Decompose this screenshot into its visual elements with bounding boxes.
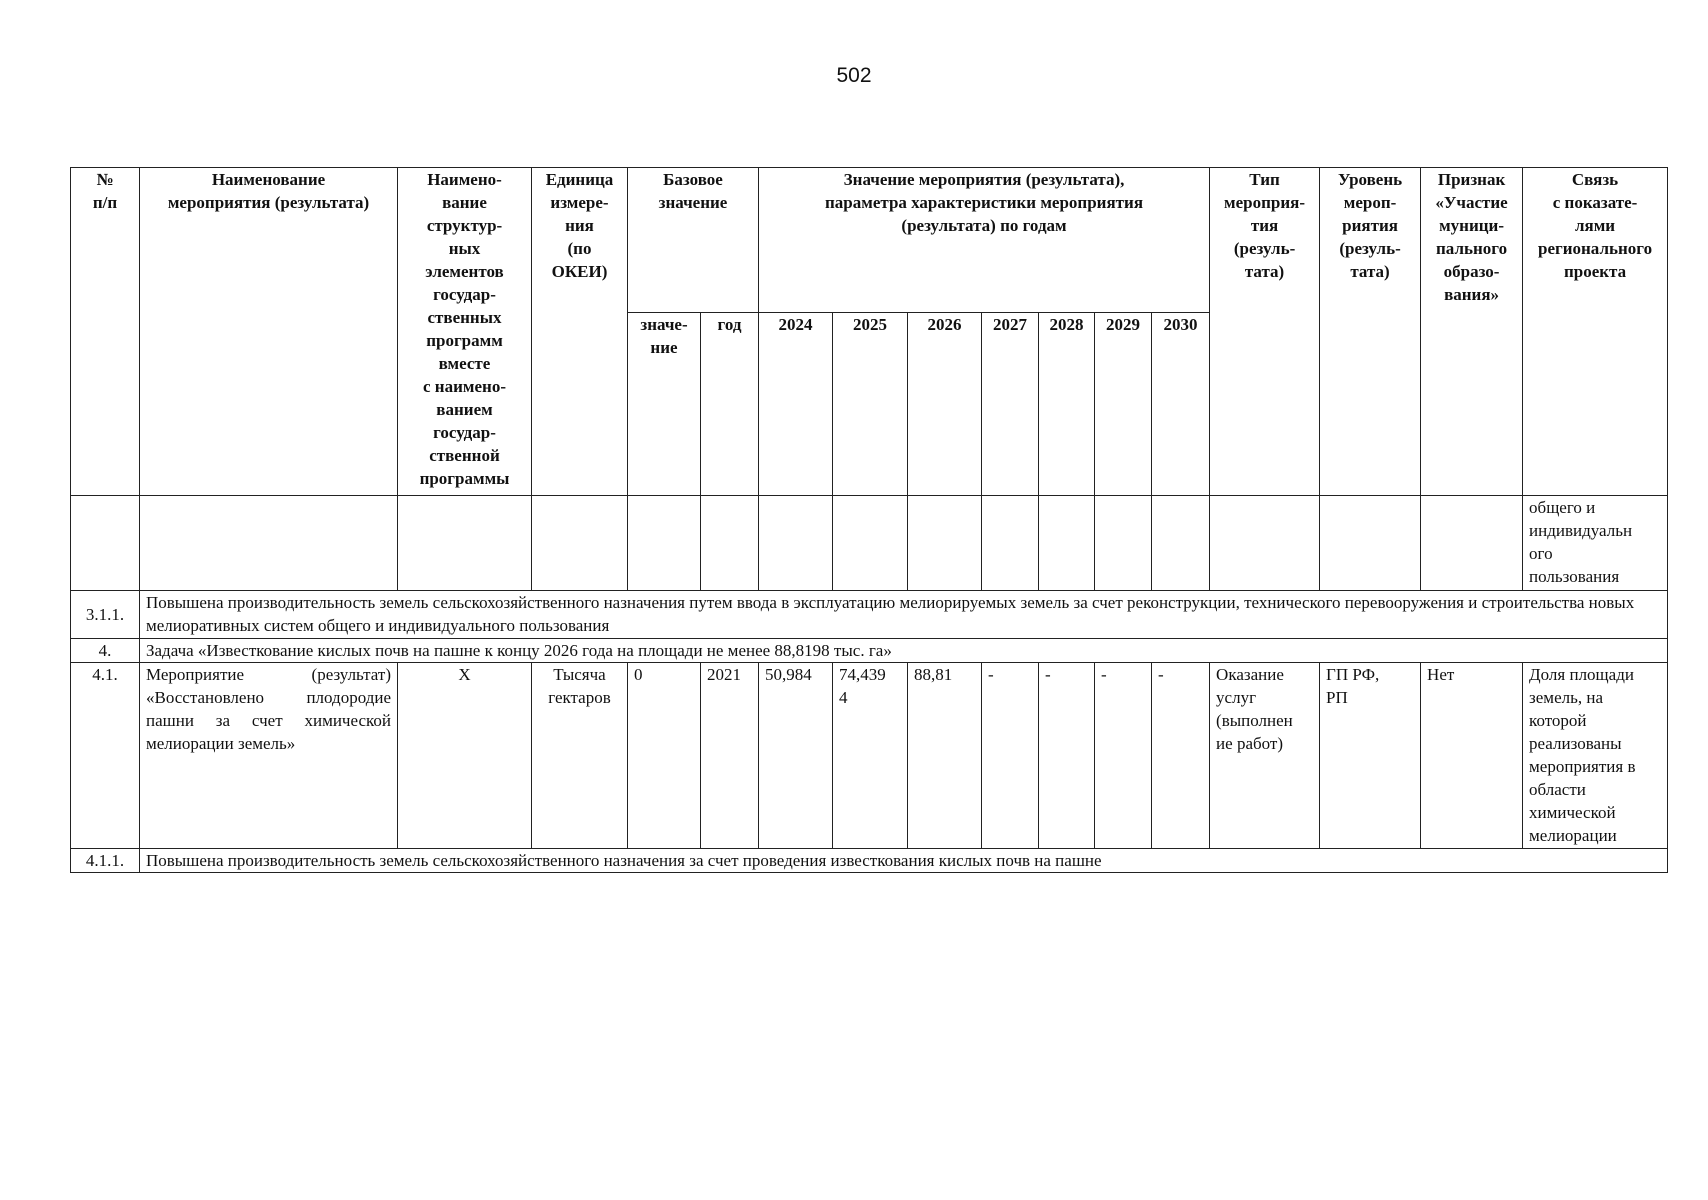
measure-level: ГП РФ, РП <box>1320 663 1421 849</box>
page-number: 502 <box>836 64 872 87</box>
header-base-year: год <box>701 313 759 496</box>
header-year-2025: 2025 <box>833 313 908 496</box>
header-type: Тип мероприя- тия (резуль- тата) <box>1210 168 1320 496</box>
value-2030: - <box>1152 663 1210 849</box>
results-table <box>70 167 1668 873</box>
empty-cell <box>1039 496 1095 591</box>
row-number: 4. <box>71 639 140 663</box>
empty-cell <box>1095 496 1152 591</box>
empty-cell <box>398 496 532 591</box>
unit-value: Тысяча гектаров <box>532 663 628 849</box>
empty-cell <box>140 496 398 591</box>
empty-cell <box>532 496 628 591</box>
empty-cell <box>982 496 1039 591</box>
header-name: Наименование мероприятия (результата) <box>140 168 398 496</box>
measure-type: Оказание услуг (выполнен ие работ) <box>1210 663 1320 849</box>
value-2027: - <box>982 663 1039 849</box>
header-link: Связь с показате- лями регионального проекта <box>1523 168 1668 496</box>
empty-cell <box>1421 496 1523 591</box>
continuation-link: общего и индивидуальн ого пользования <box>1523 496 1668 591</box>
header-values: Значение мероприятия (результата), параметра характеристики мероприятия (результата) по годам <box>759 168 1210 313</box>
header-year-2024: 2024 <box>759 313 833 496</box>
indicator-link: Доля площади земель, на которой реализованы мероприятия в области химической мелиорации <box>1523 663 1668 849</box>
empty-cell <box>701 496 759 591</box>
header-struct: Наимено- вание структур- ных элементов государ- ственных программ вместе с наимено- ванием государ- ственной программы <box>398 168 532 496</box>
empty-cell <box>1210 496 1320 591</box>
row-number: 4.1.1. <box>71 849 140 873</box>
value-2025: 74,439 4 <box>833 663 908 849</box>
value-2024: 50,984 <box>759 663 833 849</box>
empty-cell <box>759 496 833 591</box>
header-unit: Единица измере- ния (по ОКЕИ) <box>532 168 628 496</box>
header-base: Базовое значение <box>628 168 759 313</box>
header-year-2030: 2030 <box>1152 313 1210 496</box>
row-3-1-1 <box>71 591 1668 639</box>
row-text: Повышена производительность земель сельскохозяйственного назначения путем ввода в эксплуатацию мелиорируемых земель за счет реконструкции, технического перевооружения и строительства новых мелиоративных систем общего и индивидуального пользования <box>140 591 1668 639</box>
header-num: № п/п <box>71 168 140 496</box>
empty-cell <box>908 496 982 591</box>
row-number: 3.1.1. <box>71 591 140 639</box>
measure-name: Мероприятие (результат) «Восстановлено плодородие пашни за счет химической мелиорации земель» <box>140 663 398 849</box>
base-year: 2021 <box>701 663 759 849</box>
continuation-row <box>71 496 1668 591</box>
row-number: 4.1. <box>71 663 140 849</box>
value-2026: 88,81 <box>908 663 982 849</box>
row-4-1 <box>71 663 1668 849</box>
header-year-2029: 2029 <box>1095 313 1152 496</box>
row-text: Задача «Известкование кислых почв на пашне к концу 2026 года на площади не менее 88,8198 тыс. га» <box>140 639 1668 663</box>
empty-cell <box>1320 496 1421 591</box>
row-text: Повышена производительность земель сельскохозяйственного назначения за счет проведения известкования кислых почв на пашне <box>140 849 1668 873</box>
header-level: Уровень мероп- риятия (резуль- тата) <box>1320 168 1421 496</box>
value-2028: - <box>1039 663 1095 849</box>
base-value: 0 <box>628 663 701 849</box>
empty-cell <box>833 496 908 591</box>
header-year-2028: 2028 <box>1039 313 1095 496</box>
header-sign: Признак «Участие муници- пального образо- вания» <box>1421 168 1523 496</box>
header-row-1 <box>71 168 1668 313</box>
row-4-1-1 <box>71 849 1668 873</box>
header-year-2026: 2026 <box>908 313 982 496</box>
header-year-2027: 2027 <box>982 313 1039 496</box>
empty-cell <box>628 496 701 591</box>
empty-cell <box>1152 496 1210 591</box>
header-base-value: значе- ние <box>628 313 701 496</box>
struct-value: Х <box>398 663 532 849</box>
empty-cell <box>71 496 140 591</box>
value-2029: - <box>1095 663 1152 849</box>
municipal-sign: Нет <box>1421 663 1523 849</box>
row-4 <box>71 639 1668 663</box>
